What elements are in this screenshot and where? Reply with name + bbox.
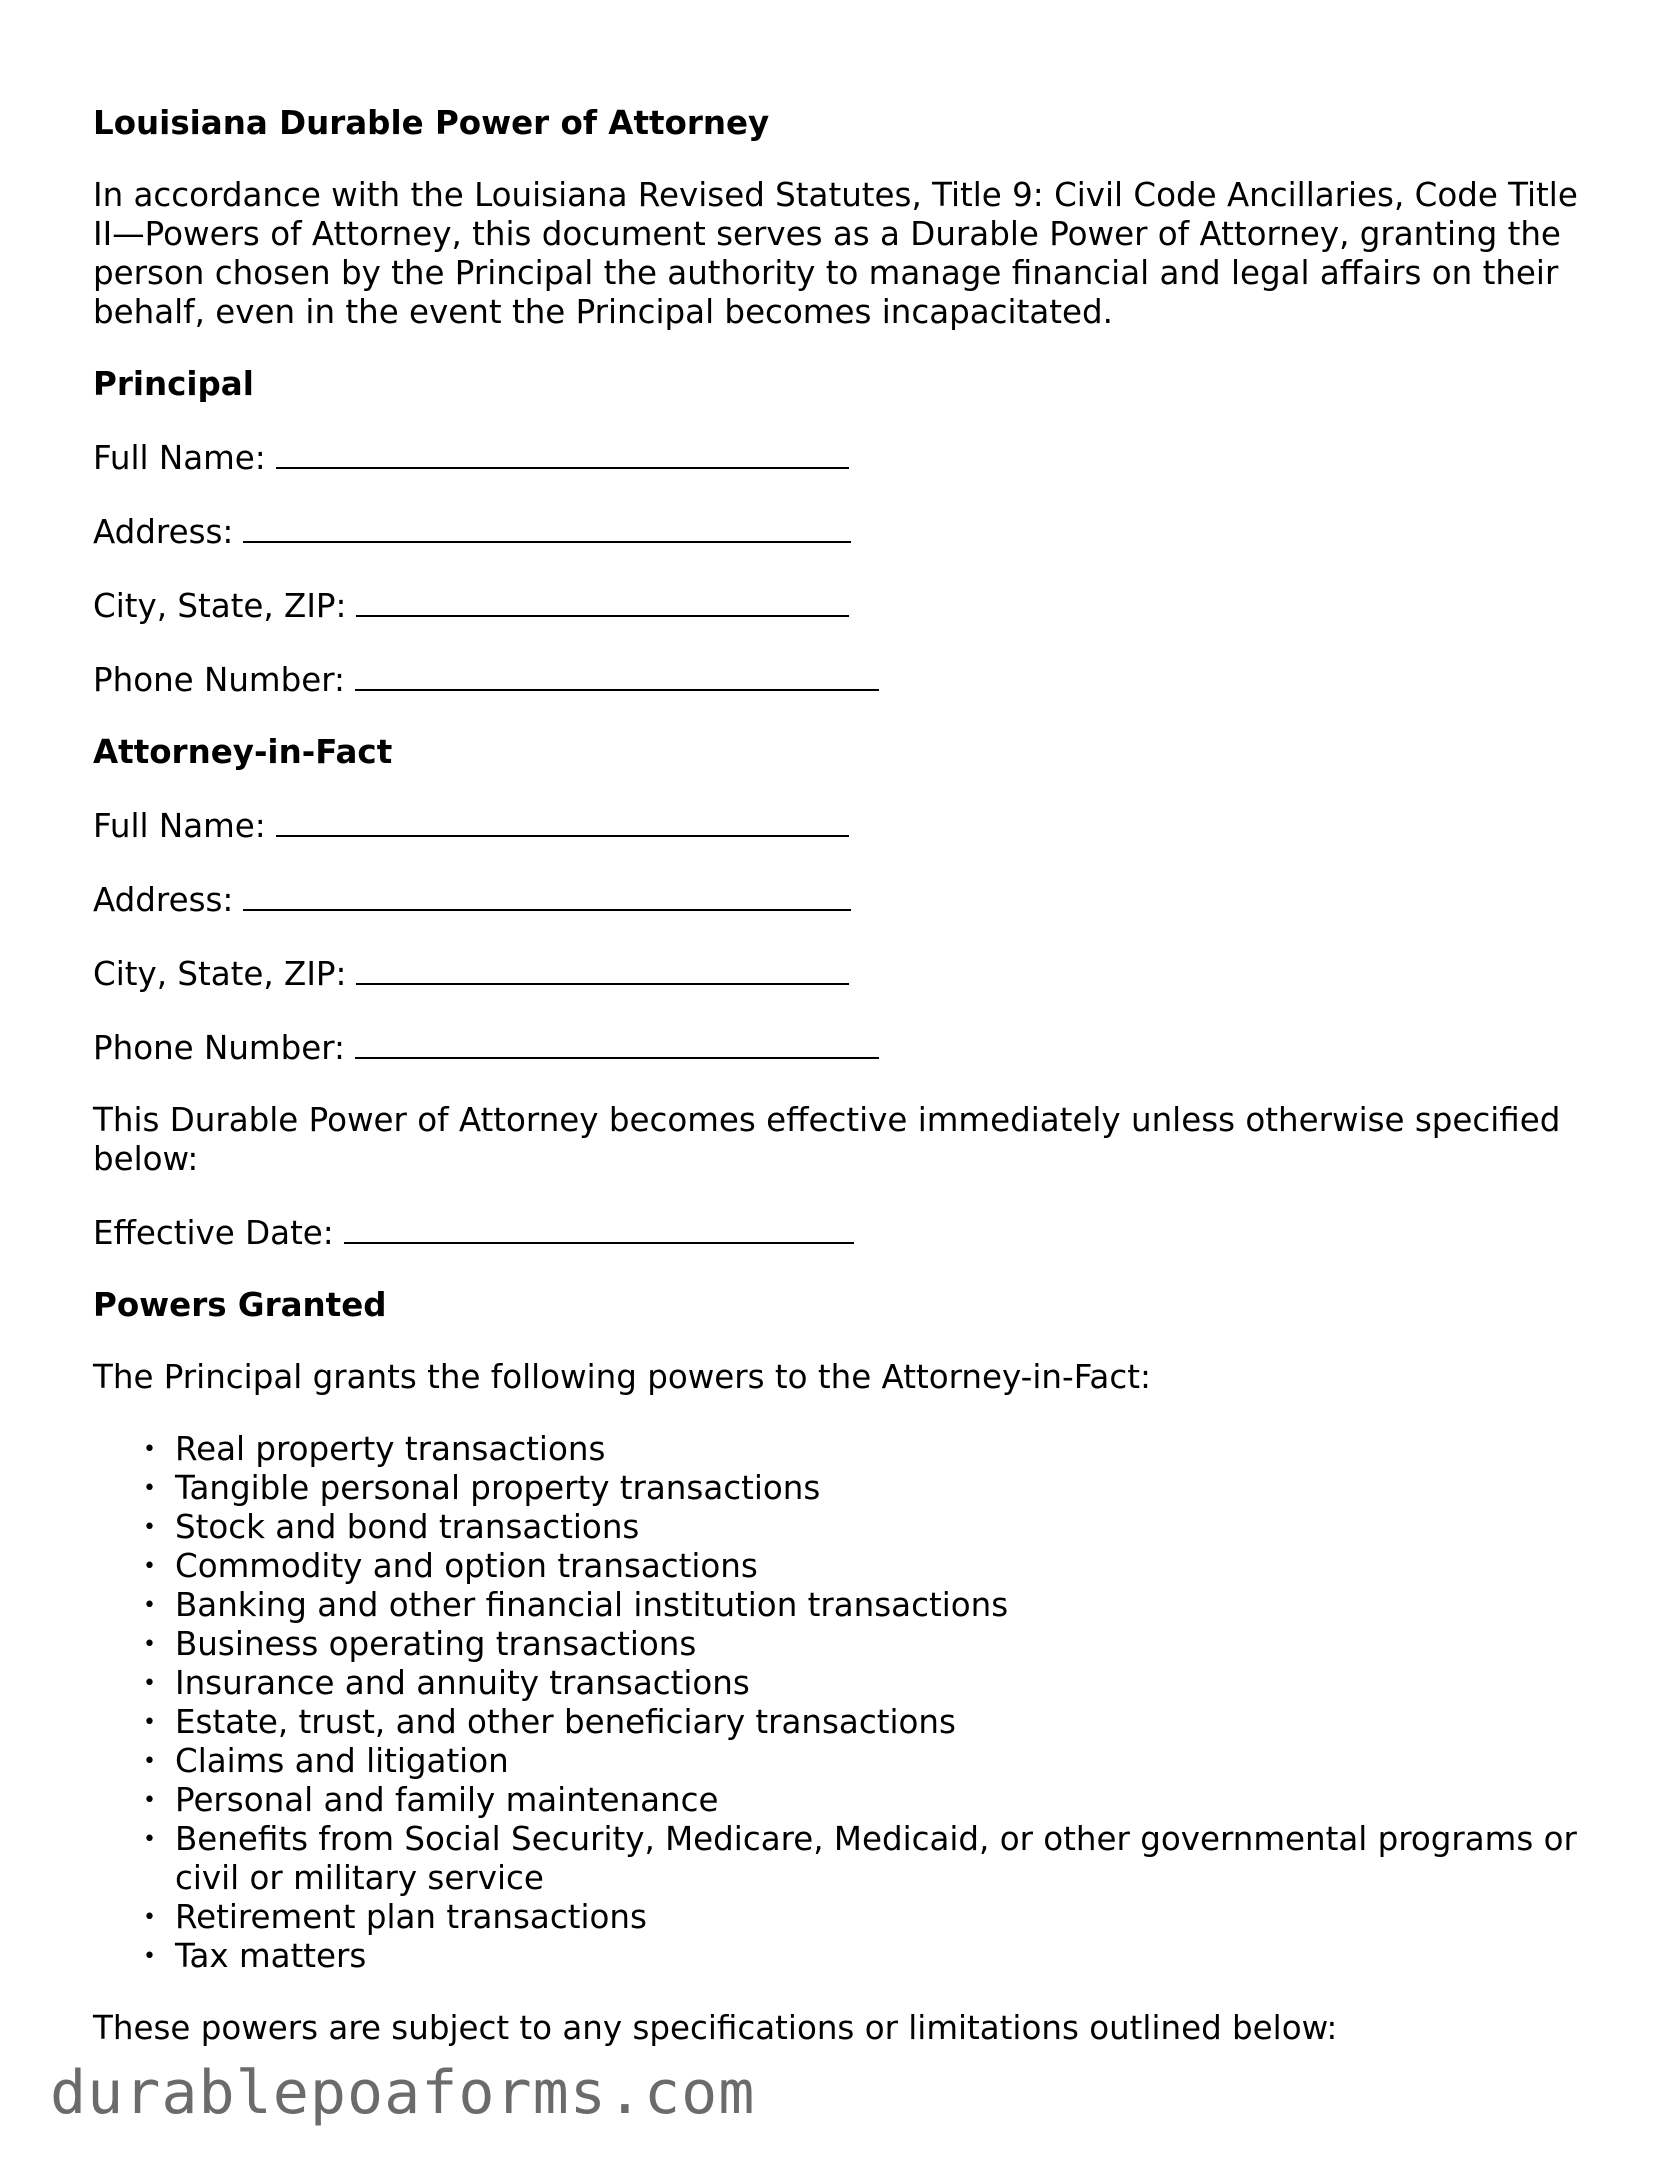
attorney-phone-label: Phone Number:	[93, 1029, 345, 1067]
attorney-address-label: Address:	[93, 881, 234, 919]
attorney-phone-blank[interactable]	[355, 1027, 879, 1059]
effective-date-blank[interactable]	[344, 1212, 854, 1244]
attorney-address-blank[interactable]	[243, 879, 851, 911]
document-title: Louisiana Durable Power of Attorney	[93, 104, 770, 142]
watermark: durablepoaforms.com	[50, 2058, 756, 2128]
list-item: • Stock and bond transactions	[143, 1508, 640, 1546]
principal-phone-label: Phone Number:	[93, 661, 345, 699]
effective-date-label: Effective Date:	[93, 1214, 334, 1252]
powers-heading: Powers Granted	[93, 1286, 387, 1324]
attorney-full-name-field	[93, 805, 1593, 846]
document-page	[93, 104, 1593, 2081]
powers-closing: These powers are subject to any specifications or limitations outlined below:	[93, 2009, 1338, 2047]
list-item: • Tax matters	[143, 1937, 367, 1975]
principal-address-field	[93, 511, 1593, 552]
bullet-icon: •	[143, 1749, 156, 1774]
attorney-full-name-label: Full Name:	[93, 807, 266, 845]
list-item: • Tangible personal property transactions	[143, 1469, 821, 1507]
attorney-full-name-blank[interactable]	[276, 805, 849, 837]
principal-city-state-zip-field	[93, 585, 1593, 626]
list-item: • Personal and family maintenance	[143, 1781, 719, 1819]
bullet-icon: •	[143, 1554, 156, 1579]
principal-phone-blank[interactable]	[355, 659, 879, 691]
list-item: • Retirement plan transactions	[143, 1898, 647, 1936]
attorney-address-field	[93, 879, 1593, 920]
principal-address-label: Address:	[93, 513, 234, 551]
principal-full-name-label: Full Name:	[93, 439, 266, 477]
powers-intro: The Principal grants the following powers to the Attorney-in-Fact:	[93, 1358, 1151, 1396]
list-item: • Claims and litigation	[143, 1742, 509, 1780]
bullet-icon: •	[143, 1671, 156, 1696]
bullet-icon: •	[143, 1944, 156, 1969]
principal-city-state-zip-blank[interactable]	[356, 585, 849, 617]
principal-full-name-field	[93, 437, 1593, 478]
principal-city-state-zip-label: City, State, ZIP:	[93, 587, 347, 625]
bullet-icon: •	[143, 1632, 156, 1657]
attorney-heading: Attorney-in-Fact	[93, 733, 393, 771]
attorney-city-state-zip-label: City, State, ZIP:	[93, 955, 347, 993]
principal-address-blank[interactable]	[243, 511, 851, 543]
effective-date-field	[93, 1212, 1593, 1253]
list-item: • Business operating transactions	[143, 1625, 697, 1663]
list-item: • Insurance and annuity transactions	[143, 1664, 750, 1702]
list-item: • Banking and other financial institution transactions	[143, 1586, 1009, 1624]
list-item: • Commodity and option transactions	[143, 1547, 758, 1585]
bullet-icon: •	[143, 1515, 156, 1540]
bullet-icon: •	[143, 1437, 156, 1462]
principal-full-name-blank[interactable]	[276, 437, 849, 469]
intro-paragraph: In accordance with the Louisiana Revised Statutes, Title 9: Civil Code Ancillaries, Code Title II—Powers of Attorney, this document serves as a Durable Power of Attorney, granting the person chosen by the Principal the authority to manage financial and legal affairs on their behalf, even in the event the Principal becomes incapacitated.	[93, 176, 1578, 331]
list-item: • Real property transactions	[143, 1430, 606, 1468]
attorney-city-state-zip-blank[interactable]	[356, 953, 849, 985]
attorney-city-state-zip-field	[93, 953, 1593, 994]
bullet-icon: •	[143, 1827, 156, 1852]
bullet-icon: •	[143, 1710, 156, 1735]
bullet-icon: •	[143, 1905, 156, 1930]
attorney-phone-field	[93, 1027, 1593, 1068]
list-item: • Estate, trust, and other beneficiary transactions	[143, 1703, 956, 1741]
principal-heading: Principal	[93, 365, 254, 403]
bullet-icon: •	[143, 1476, 156, 1501]
powers-list	[93, 1430, 1593, 1976]
list-item: • Benefits from Social Security, Medicare, Medicaid, or other governmental programs or civil or military service	[143, 1820, 1577, 1897]
principal-phone-field	[93, 659, 1593, 700]
bullet-icon: •	[143, 1593, 156, 1618]
effective-paragraph: This Durable Power of Attorney becomes effective immediately unless otherwise specified below:	[93, 1101, 1561, 1178]
bullet-icon: •	[143, 1788, 156, 1813]
